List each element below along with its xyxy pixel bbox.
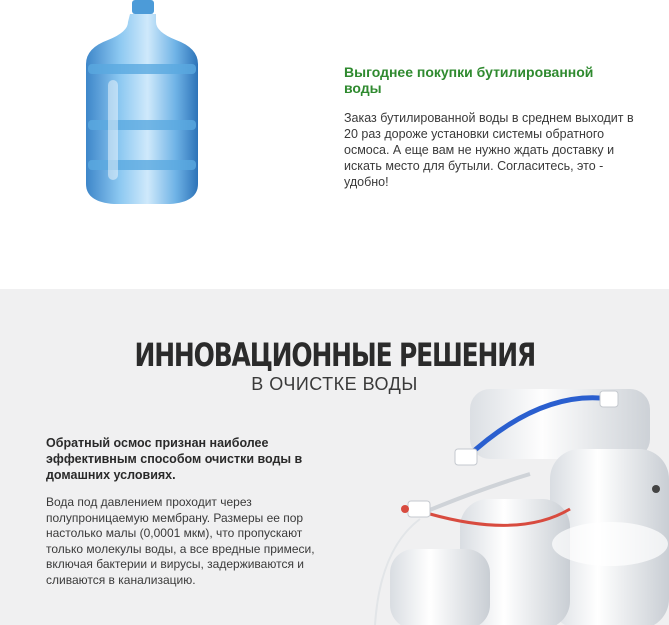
osmosis-description — [46, 435, 316, 588]
benefit-title: Выгоднее покупки бутилированной воды — [344, 64, 594, 96]
osmosis-text: Вода под давлением проходит через полупроницаемую мембрану. Размеры ее пор настолько малы (0,0001 мкм), что пропускают только молекулы воды, а все вредные примеси, включая бактерии и вирусы, задерживаются и сливаются в канализацию. — [46, 495, 315, 587]
innovations-subtitle: В ОЧИСТКЕ ВОДЫ — [251, 374, 418, 394]
benefit-text: Заказ бутилированной воды в среднем выходит в 20 раз дороже установки системы обратного осмоса. А еще вам не нужно ждать доставку и искать место для бутыли. Согласитесь, это - удобно! — [344, 111, 634, 189]
innovations-title: ИННОВАЦИОННЫЕ РЕШЕНИЯ — [134, 336, 535, 374]
innovations-heading — [0, 337, 669, 395]
benefit-section — [0, 0, 669, 289]
osmosis-lead: Обратный осмос признан наиболее эффективным способом очистки воды в домашних условиях. — [46, 436, 303, 482]
benefit-block — [344, 64, 634, 190]
reverse-osmosis-filter-image — [360, 379, 669, 625]
water-bottle-image — [78, 0, 206, 206]
innovations-section — [0, 289, 669, 625]
